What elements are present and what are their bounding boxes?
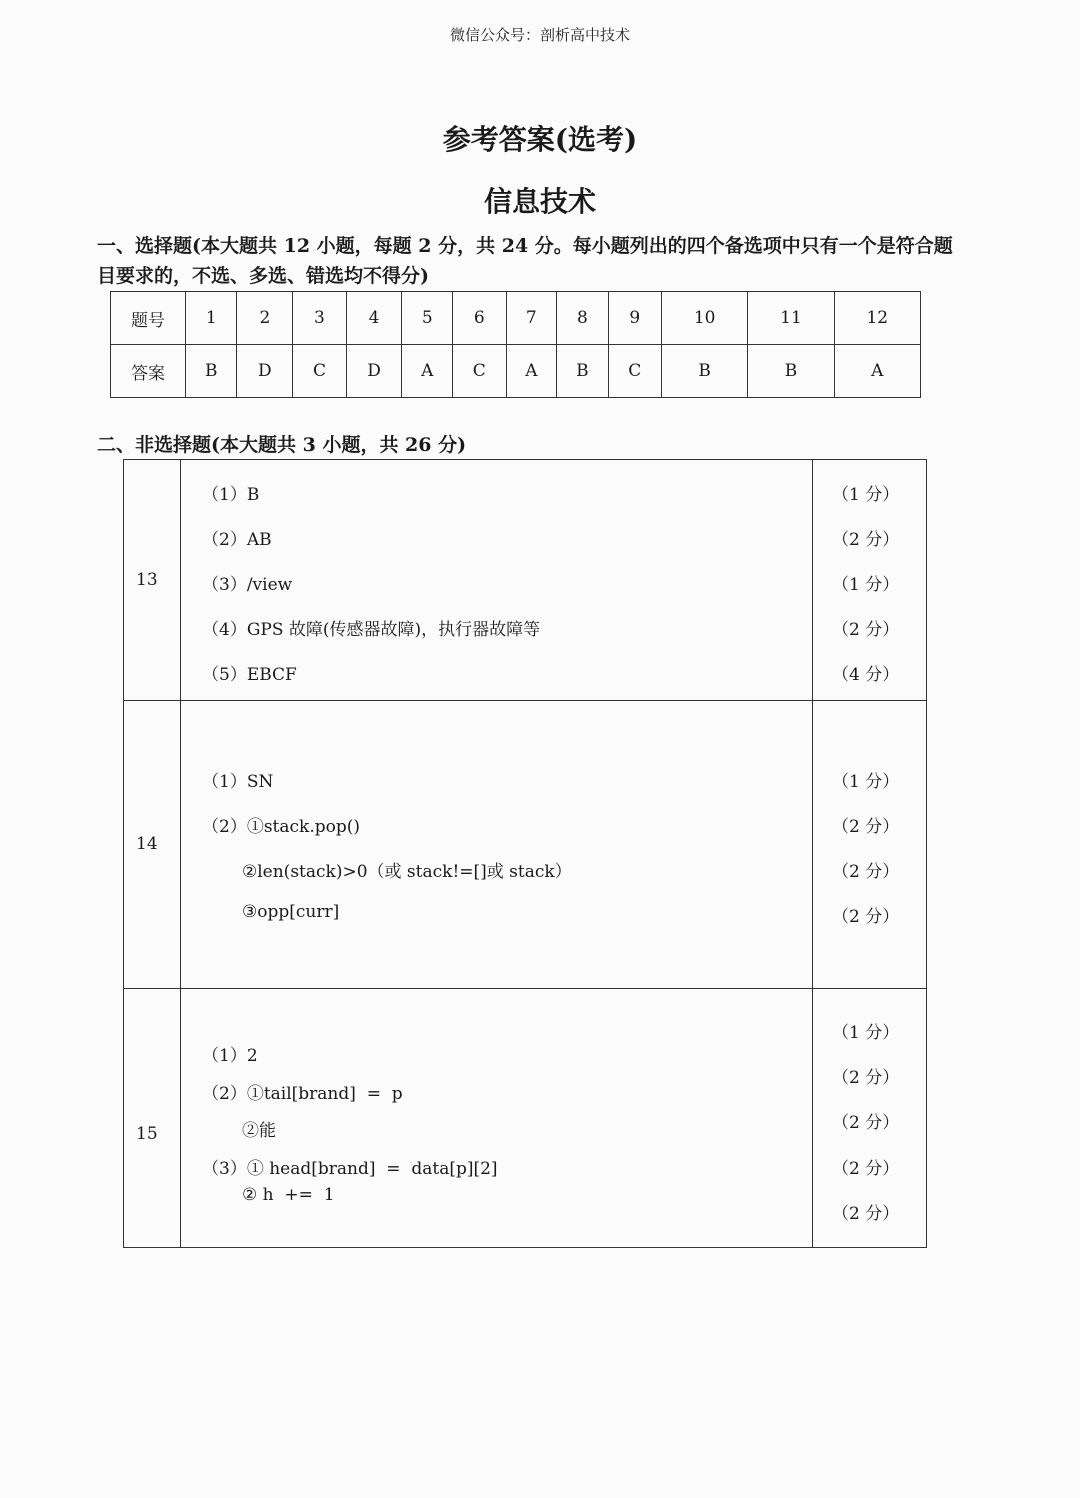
q13-answer-line: （2）AB xyxy=(202,530,272,550)
question-number: 2 xyxy=(237,292,293,345)
q15-score: （1 分） xyxy=(832,1023,900,1043)
question-number: 1 xyxy=(186,292,237,345)
section2-heading: 二、非选择题(本大题共 3 小题，共 26 分) xyxy=(97,434,467,456)
answer-cell: D xyxy=(237,345,293,398)
row-divider xyxy=(124,700,926,701)
answer-cell: D xyxy=(346,345,402,398)
question-number: 10 xyxy=(662,292,748,345)
q14-score: （2 分） xyxy=(832,817,900,837)
free-response-answer-table xyxy=(123,459,927,1248)
answer-cell: B xyxy=(748,345,834,398)
question-number: 7 xyxy=(506,292,557,345)
q15-answer-line: ② h += 1 xyxy=(242,1185,335,1205)
answer-cell: B xyxy=(557,345,608,398)
question-number: 11 xyxy=(748,292,834,345)
q14-answer-line: ②len(stack)>0（或 stack!=[]或 stack） xyxy=(242,862,572,882)
answer-cell: B xyxy=(662,345,748,398)
q13-answer-line: （1）B xyxy=(202,485,260,505)
answer-cell: C xyxy=(453,345,506,398)
answer-cell: A xyxy=(402,345,453,398)
q14-answer-line: （2）①stack.pop() xyxy=(202,817,360,837)
section1-heading-line1: 一、选择题(本大题共 12 小题，每题 2 分，共 24 分。每小题列出的四个备选项中只有一个是符合题 xyxy=(97,235,953,257)
q13-answer-line: （5）EBCF xyxy=(202,665,297,685)
q14-score: （2 分） xyxy=(832,862,900,882)
q14-score: （1 分） xyxy=(832,772,900,792)
question-number: 9 xyxy=(608,292,661,345)
question-number: 12 xyxy=(834,292,920,345)
question-number-row xyxy=(111,292,921,345)
question-15-number: 15 xyxy=(136,1124,158,1144)
q15-score: （2 分） xyxy=(832,1204,900,1224)
q13-answer-line: （3）/view xyxy=(202,575,293,595)
answer-row xyxy=(111,345,921,398)
q14-answer-line: （1）SN xyxy=(202,772,274,792)
q13-score: （2 分） xyxy=(832,530,900,550)
column-divider xyxy=(812,460,813,1247)
q14-answer-line: ③opp[curr] xyxy=(242,902,340,922)
question-number: 8 xyxy=(557,292,608,345)
section1-heading-line2: 目要求的，不选、多选、错选均不得分) xyxy=(97,265,429,287)
q15-score: （2 分） xyxy=(832,1159,900,1179)
q13-score: （1 分） xyxy=(832,575,900,595)
answer-cell: B xyxy=(186,345,237,398)
answer-cell: C xyxy=(608,345,661,398)
document-title: 参考答案(选考) xyxy=(442,123,638,156)
answer-cell: C xyxy=(293,345,346,398)
question-number: 3 xyxy=(293,292,346,345)
q15-answer-line: ②能 xyxy=(242,1121,276,1141)
q15-answer-line: （3）① head[brand] = data[p][2] xyxy=(202,1159,498,1179)
q13-score: （2 分） xyxy=(832,620,900,640)
answer-cell: A xyxy=(834,345,920,398)
row-label-answer: 答案 xyxy=(111,345,186,398)
row-divider xyxy=(124,988,926,989)
q15-score: （2 分） xyxy=(832,1113,900,1133)
q15-answer-line: （2）①tail[brand] = p xyxy=(202,1084,403,1104)
answer-cell: A xyxy=(506,345,557,398)
column-divider xyxy=(180,460,181,1247)
row-label-number: 题号 xyxy=(111,292,186,345)
question-number: 6 xyxy=(453,292,506,345)
q13-score: （4 分） xyxy=(832,665,900,685)
q14-score: （2 分） xyxy=(832,907,900,927)
question-number: 4 xyxy=(346,292,402,345)
question-13-number: 13 xyxy=(136,570,158,590)
q15-score: （2 分） xyxy=(832,1068,900,1088)
multiple-choice-answer-table xyxy=(110,291,921,398)
q13-score: （1 分） xyxy=(832,485,900,505)
q13-answer-line: （4）GPS 故障(传感器故障)，执行器故障等 xyxy=(202,620,541,640)
section1-heading xyxy=(97,231,987,291)
question-14-number: 14 xyxy=(136,834,158,854)
document-subtitle: 信息技术 xyxy=(483,185,596,218)
header-note: 微信公众号：剖析高中技术 xyxy=(449,26,630,44)
q15-answer-line: （1）2 xyxy=(202,1046,258,1066)
question-number: 5 xyxy=(402,292,453,345)
